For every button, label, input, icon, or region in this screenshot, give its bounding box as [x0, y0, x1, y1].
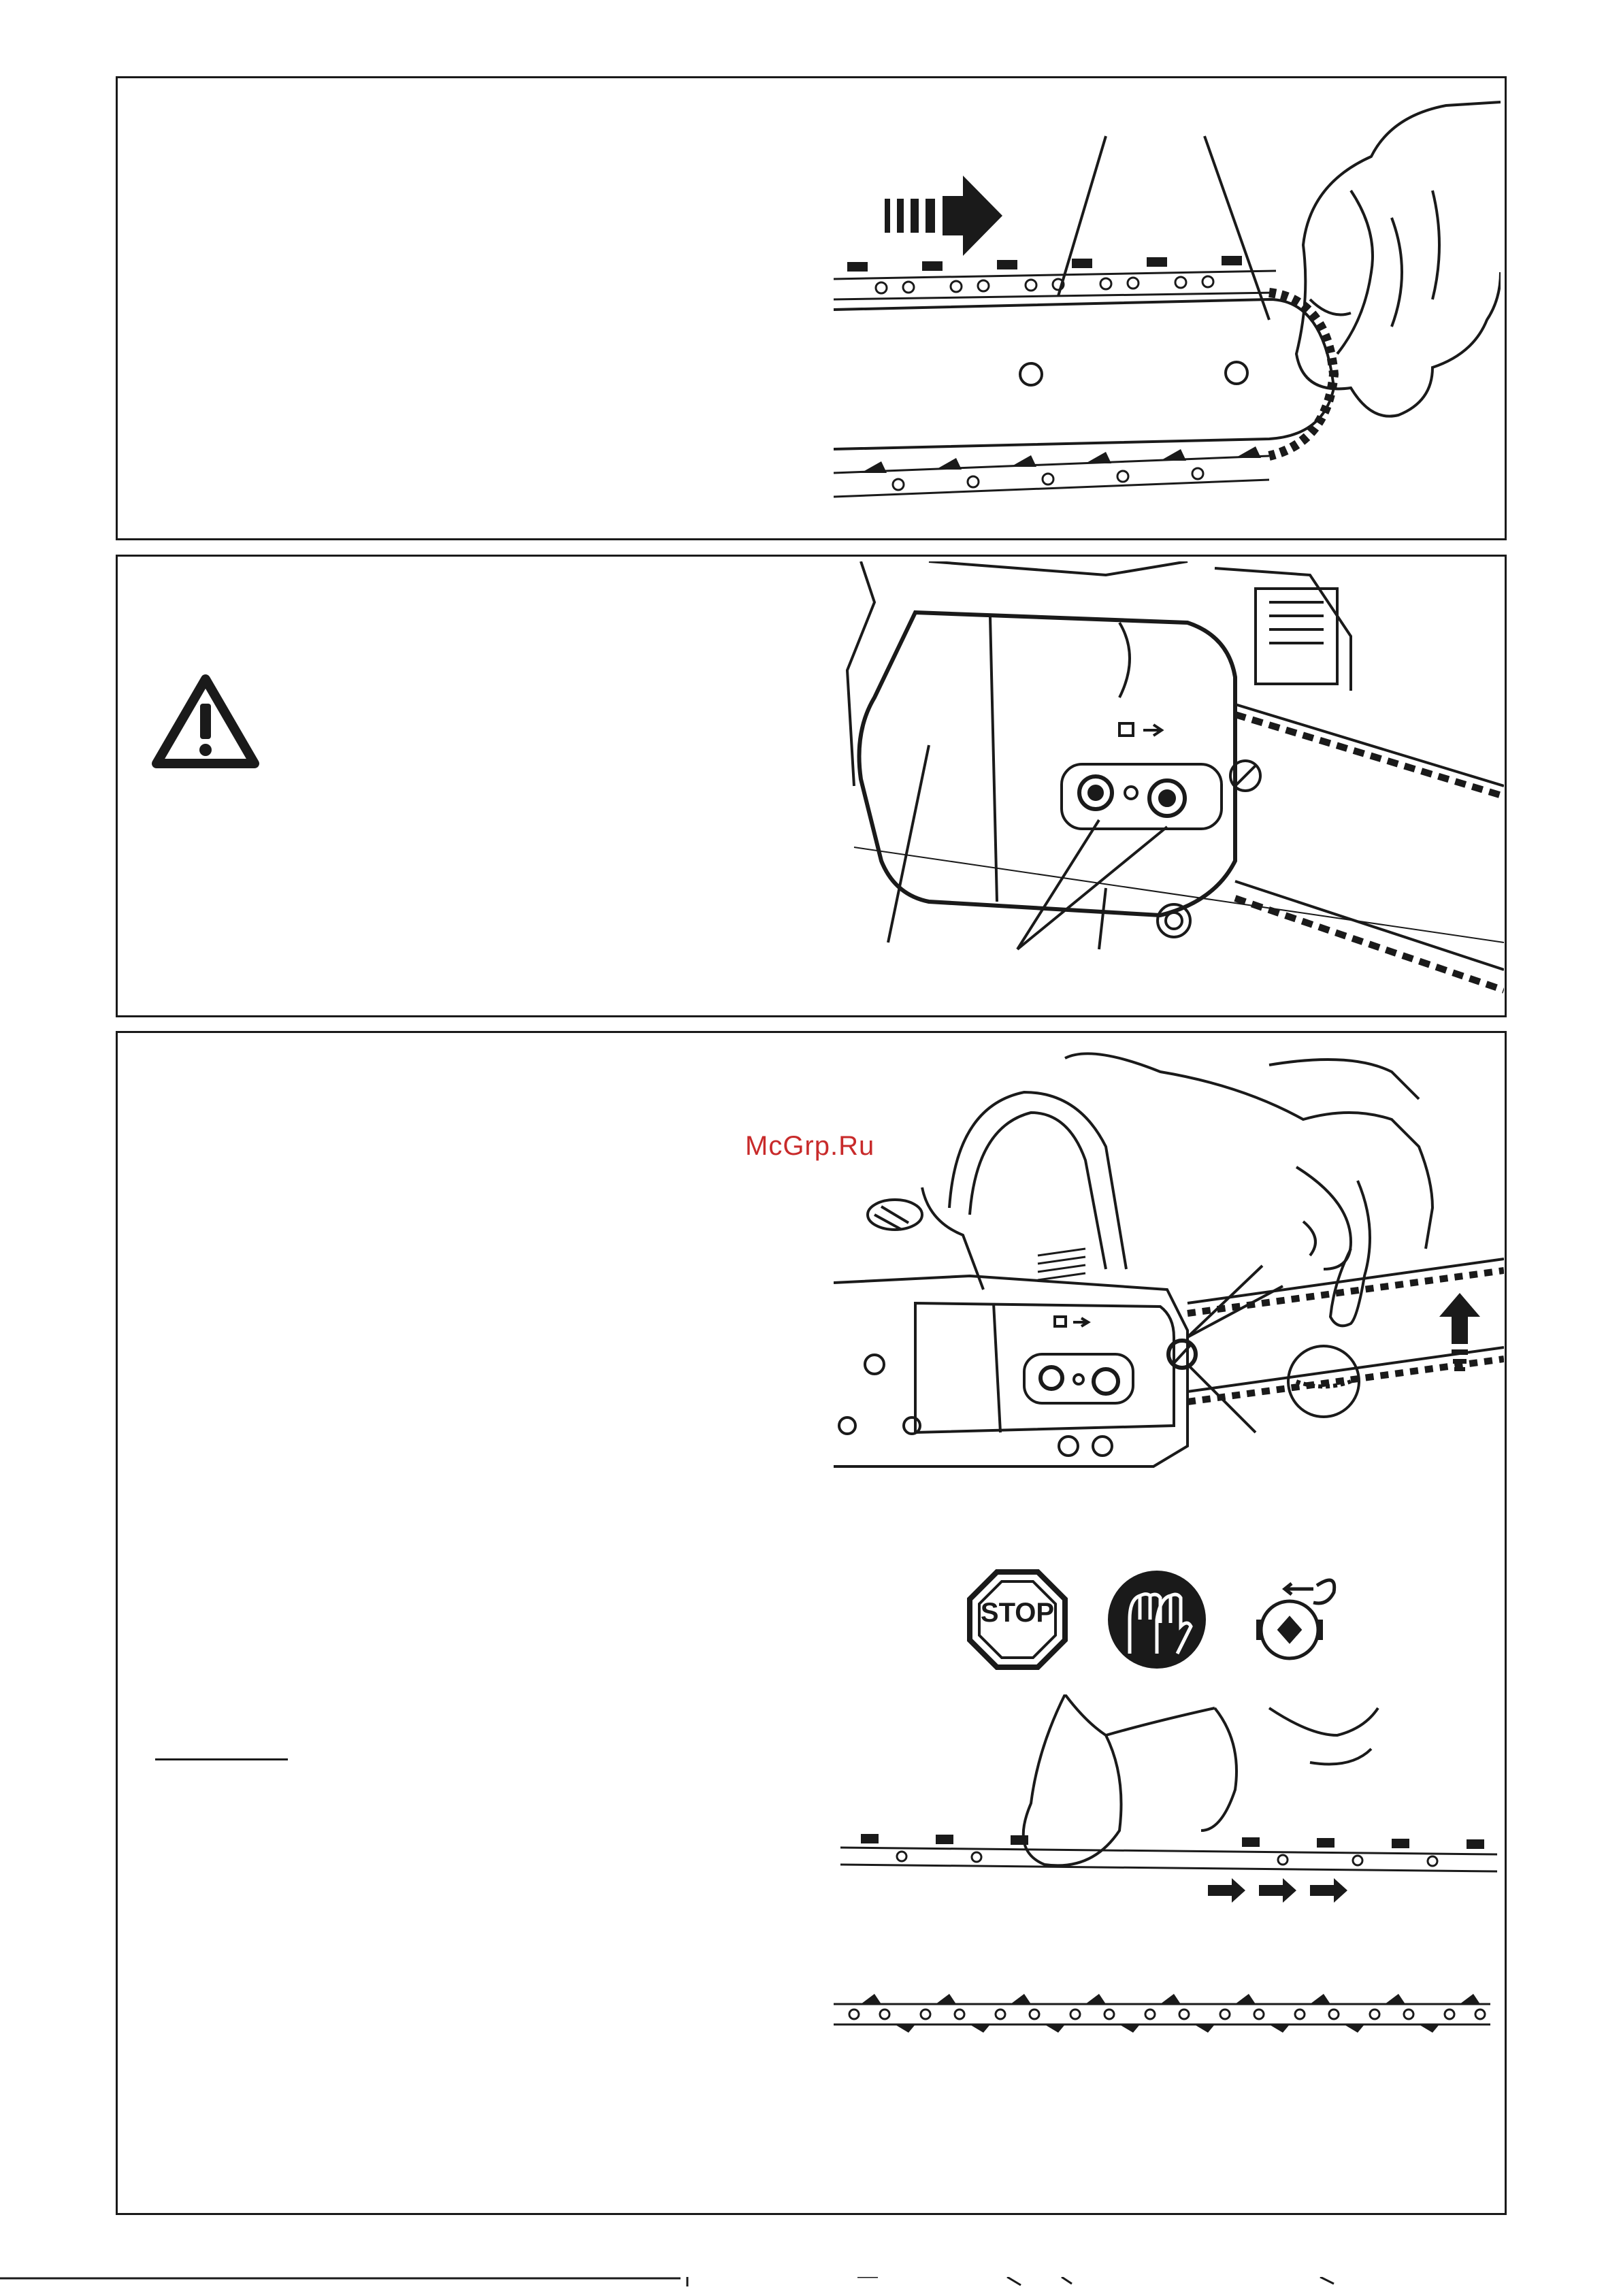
safety-symbols-row — [966, 1565, 1347, 1701]
watermark-text: McGrp.Ru — [745, 1131, 875, 1161]
upward-arrow-icon — [1439, 1293, 1480, 1371]
direction-arrows-icon — [1208, 1878, 1347, 1903]
section-rule — [155, 1758, 288, 1760]
stop-sign-label: STOP — [980, 1598, 1055, 1628]
warning-triangle-icon — [151, 674, 260, 772]
chain-brake-icon — [1259, 1580, 1335, 1658]
hand-pulling-chain-illustration — [834, 1694, 1504, 1905]
protective-gloves-icon — [1108, 1571, 1206, 1669]
sprocket-cover-illustration — [834, 561, 1504, 1011]
chain-tension-illustration — [834, 1045, 1504, 1480]
motion-arrow-icon — [885, 176, 1002, 256]
page-footer-strip — [0, 2277, 1621, 2293]
chain-bar-hand-illustration — [834, 95, 1501, 517]
chain-strip-illustration — [834, 1984, 1490, 2065]
